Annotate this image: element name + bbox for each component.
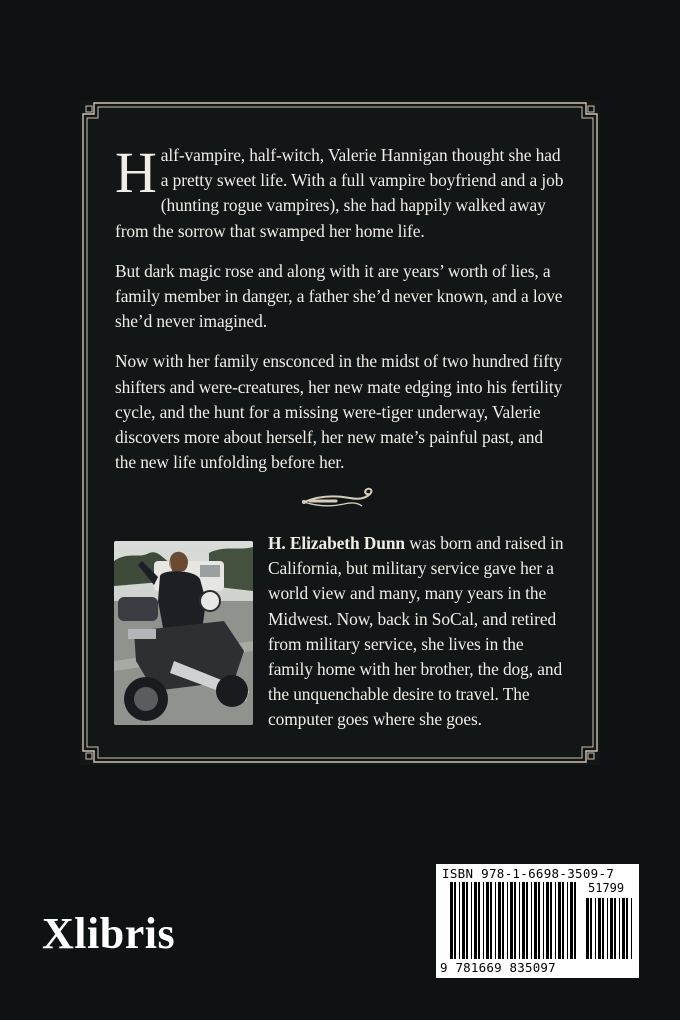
isbn-barcode [436,864,639,978]
flourish-divider-icon [300,486,380,514]
publisher-logo: Xlibris [42,909,176,958]
drop-cap: H [115,140,157,205]
author-photo [114,541,253,725]
author-name: H. Elizabeth Dunn [268,533,405,553]
blurb-paragraph-1 [115,140,565,244]
blurb-paragraph-2: But dark magic rose and along with it are years’ worth of lies, a family member in danger, a father she’d never known, and a love she’d never imagined. [115,260,563,332]
author-bio-text: was born and raised in California, but military service gave her a world view and many, many years in the Midwest. Now, back in SoCal, and retired from military service, she lives in the family home with her brother, the dog, and the unquenchable desire to travel. The computer goes where she goes. [268,533,564,730]
price-code: 51799 [588,881,625,895]
book-blurb [115,140,565,490]
author-bio [268,531,568,733]
blurb-paragraph-3: Now with her family ensconced in the midst of two hundred fifty shifters and were-creatures, her new mate edging into his fertility cycle, and the hunt for a missing were-tiger underway, Valerie discovers more about herself, her new mate’s painful past, and the new life unfolding before her. [115,351,563,473]
blurb-paragraph-1-text: alf-vampire, half-witch, Valerie Hannigan thought she had a pretty sweet life. With a full vampire boyfriend and a job (hunting rogue vampires), she had happily walked away from the sorrow that swamped her home life. [115,145,564,241]
isbn-label: ISBN 978-1-6698-3509-7 [442,866,615,881]
ean-digits: 9 781669 835097 [440,960,556,975]
